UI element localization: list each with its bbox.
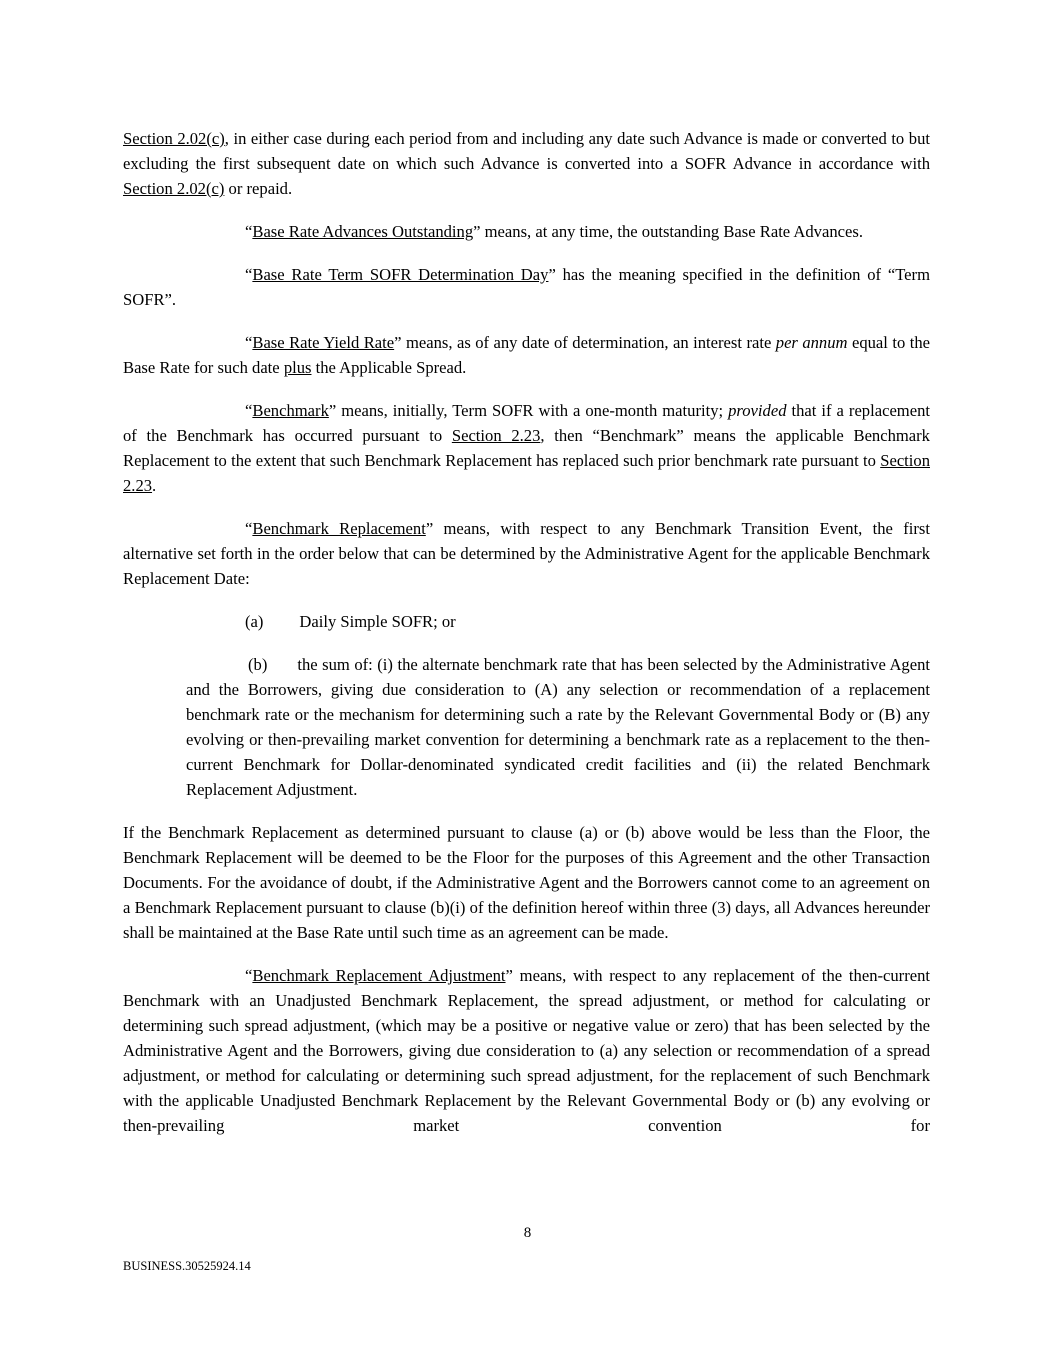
- document-body: [123, 126, 930, 1156]
- paragraph-section-202c-continuation: [123, 126, 930, 201]
- def-base-rate-yield-rate: [123, 330, 930, 380]
- text-segment: ” means, as of any date of determination, an interest rate: [394, 333, 776, 352]
- text-segment: that if a replacement of the Benchmark has occurred pursuant to: [123, 401, 930, 445]
- document-id-footer: BUSINESS.30525924.14: [123, 1259, 251, 1273]
- text-segment: ” means, with respect to any Benchmark Transition Event, the first alternative set forth in the order below that can be determined by the Administrative Agent for the applicable Benchmark Replacement Date:: [123, 519, 930, 588]
- text-segment: Benchmark Replacement Adjustment: [252, 966, 506, 985]
- text-segment: Benchmark: [252, 401, 329, 420]
- text-segment: equal to the Base Rate for such date: [123, 333, 930, 377]
- def-base-rate-term-sofr-determination-day: [123, 262, 930, 312]
- text-segment: provided: [728, 401, 787, 420]
- text-segment: the Applicable Spread.: [311, 358, 467, 377]
- def-benchmark-replacement: [123, 516, 930, 591]
- page-number: 8: [523, 1225, 532, 1241]
- def-benchmark-replacement-adjustment: [123, 963, 930, 1138]
- paragraph-floor-provision: [123, 820, 930, 945]
- def-benchmark: [123, 398, 930, 498]
- text-segment: plus: [283, 358, 312, 377]
- text-segment: “: [245, 401, 253, 420]
- text-segment: Base Rate Term SOFR Determination Day: [252, 265, 549, 284]
- list-item-a: [245, 609, 930, 634]
- text-segment: ” means, initially, Term SOFR with a one-month maturity;: [328, 401, 729, 420]
- text-segment: “: [245, 265, 253, 284]
- text-segment: “: [245, 519, 253, 538]
- list-item-b: [186, 652, 930, 802]
- text-segment: , in either case during each period from and including any date such Advance is made or converted to but excluding the first subsequent date on which such Advance is converted into a SOFR Advance in accordance with: [123, 129, 930, 173]
- text-segment: the sum of: (i) the alternate benchmark rate that has been selected by the Administrative Agent and the Borrowers, giving due consideration to (A) any selection or recommendation of a replacement benchmark rate or the mechanism for determining such a rate by the Relevant Governmental Body or (B) any evolving or then-prevailing market convention for determining a benchmark rate as a replacement to the then-current Benchmark for Dollar-denominated syndicated credit facilities and (ii) the related Benchmark Replacement Adjustment.: [186, 655, 930, 799]
- def-base-rate-advances-outstanding: [123, 219, 930, 244]
- list-label: (a): [245, 612, 264, 631]
- text-segment: “: [245, 966, 253, 985]
- text-segment: If the Benchmark Replacement as determined pursuant to clause (a) or (b) above would be less than the Floor, the Benchmark Replacement will be deemed to be the Floor for the purposes of this Agreement and the other Transaction Documents. For the avoidance of doubt, if the Administrative Agent and the Borrowers cannot come to an agreement on a Benchmark Replacement pursuant to clause (b)(i) of the definition hereof within three (3) days, all Advances hereunder shall be maintained at the Base Rate until such time as an agreement can be made.: [123, 823, 930, 942]
- text-segment: “: [245, 222, 253, 241]
- text-segment: Section 2.02(c): [123, 129, 225, 148]
- text-segment: Section 2.02(c): [123, 179, 225, 198]
- list-label: (b): [248, 655, 268, 674]
- text-segment: ” means, with respect to any replacement of the then-current Benchmark with an Unadjusted Benchmark Replacement, the spread adjustment, or method for calculating or determining such spread adjustment, (which may be a positive or negative value or zero) that has been selected by the Administrative Agent and the Borrowers, giving due consideration to (a) any selection or recommendation of a spread adjustment, or method for calculating or determining such spread adjustment, for the replacement of such Benchmark with the applicable Unadjusted Benchmark Replacement by the Relevant Governmental Body or (b) any evolving or then-prevailing market convention for: [123, 966, 931, 1135]
- text-segment: Daily Simple SOFR; or: [299, 612, 456, 631]
- text-segment: Section 2.23: [123, 451, 930, 495]
- text-segment: or repaid.: [224, 179, 293, 198]
- text-segment: Base Rate Advances Outstanding: [252, 222, 474, 241]
- text-segment: Benchmark Replacement: [252, 519, 426, 538]
- text-segment: .: [152, 476, 157, 495]
- text-segment: ” means, at any time, the outstanding Base Rate Advances.: [473, 222, 863, 241]
- text-segment: ” has the meaning specified in the definition of “Term SOFR”.: [123, 265, 930, 309]
- text-segment: “: [245, 333, 253, 352]
- text-segment: Section 2.23: [451, 426, 541, 445]
- text-segment: Base Rate Yield Rate: [252, 333, 395, 352]
- text-segment: , then “Benchmark” means the applicable Benchmark Replacement to the extent that such Benchmark Replacement has replaced such prior benchmark rate pursuant to: [123, 426, 930, 470]
- text-segment: per annum: [775, 333, 848, 352]
